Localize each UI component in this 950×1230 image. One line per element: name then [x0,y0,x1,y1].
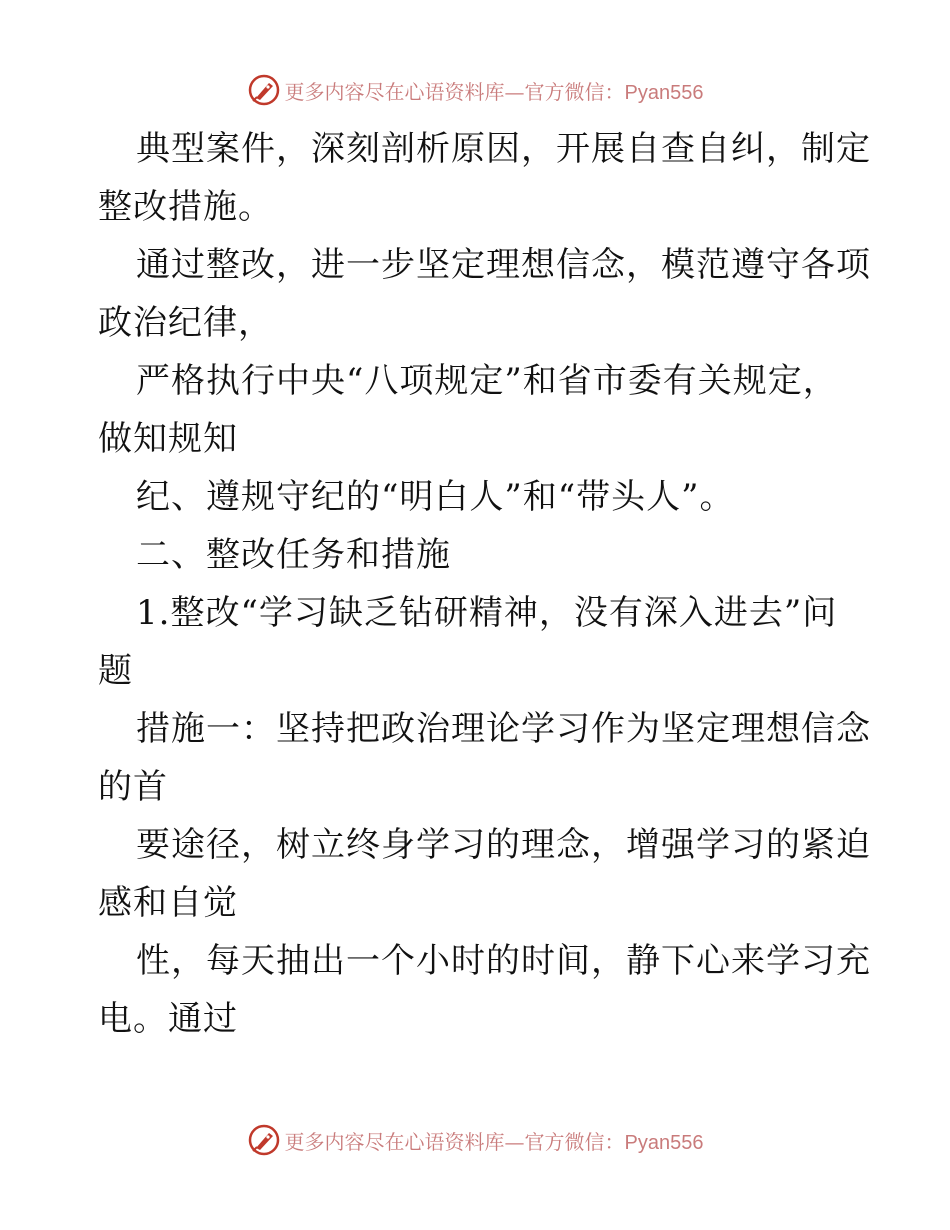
document-body [98,120,871,1048]
text-line: 题 [98,651,133,691]
pen-nib-circle-icon [247,73,281,107]
text-line: 感和自觉 [98,883,238,923]
text-line: 严格执行中央“八项规定”和省市委有关规定， [136,361,838,401]
text-line: 政治纪律， [98,303,273,343]
text-line: 要途径，树立终身学习的理念，增强学习的紧迫 [136,825,871,865]
text-line: 典型案件，深刻剖析原因，开展自查自纠，制定 [136,129,871,169]
text-line: 1.整改“学习缺乏钻研精神，没有深入进去”问 [136,593,838,633]
text-line: 做知规知 [98,419,238,459]
watermark-contact: 官方微信： [524,1129,625,1154]
header-watermark [0,70,950,110]
pen-nib-circle-icon [247,1123,281,1157]
text-line: 性，每天抽出一个小时的时间，静下心来学习充 [136,941,871,981]
watermark-separator: — [504,79,525,104]
text-line: 的首 [98,767,168,807]
text-line: 措施一：坚持把政治理论学习作为坚定理想信念 [136,709,871,749]
text-line: 整改措施。 [98,187,273,227]
watermark-separator: — [504,1129,525,1154]
watermark-id: Pyan556 [624,81,704,104]
watermark-text: 更多内容尽在心语资料库 [284,79,505,104]
watermark-contact: 官方微信： [524,79,625,104]
text-line: 电。通过 [98,999,238,1039]
watermark-id: Pyan556 [624,1131,704,1154]
watermark-text: 更多内容尽在心语资料库 [284,1129,505,1154]
text-line: 纪、遵规守纪的“明白人”和“带头人”。 [136,477,735,517]
text-line: 二、整改任务和措施 [136,535,451,575]
text-line: 通过整改，进一步坚定理想信念，模范遵守各项 [136,245,871,285]
footer-watermark [0,1120,950,1160]
